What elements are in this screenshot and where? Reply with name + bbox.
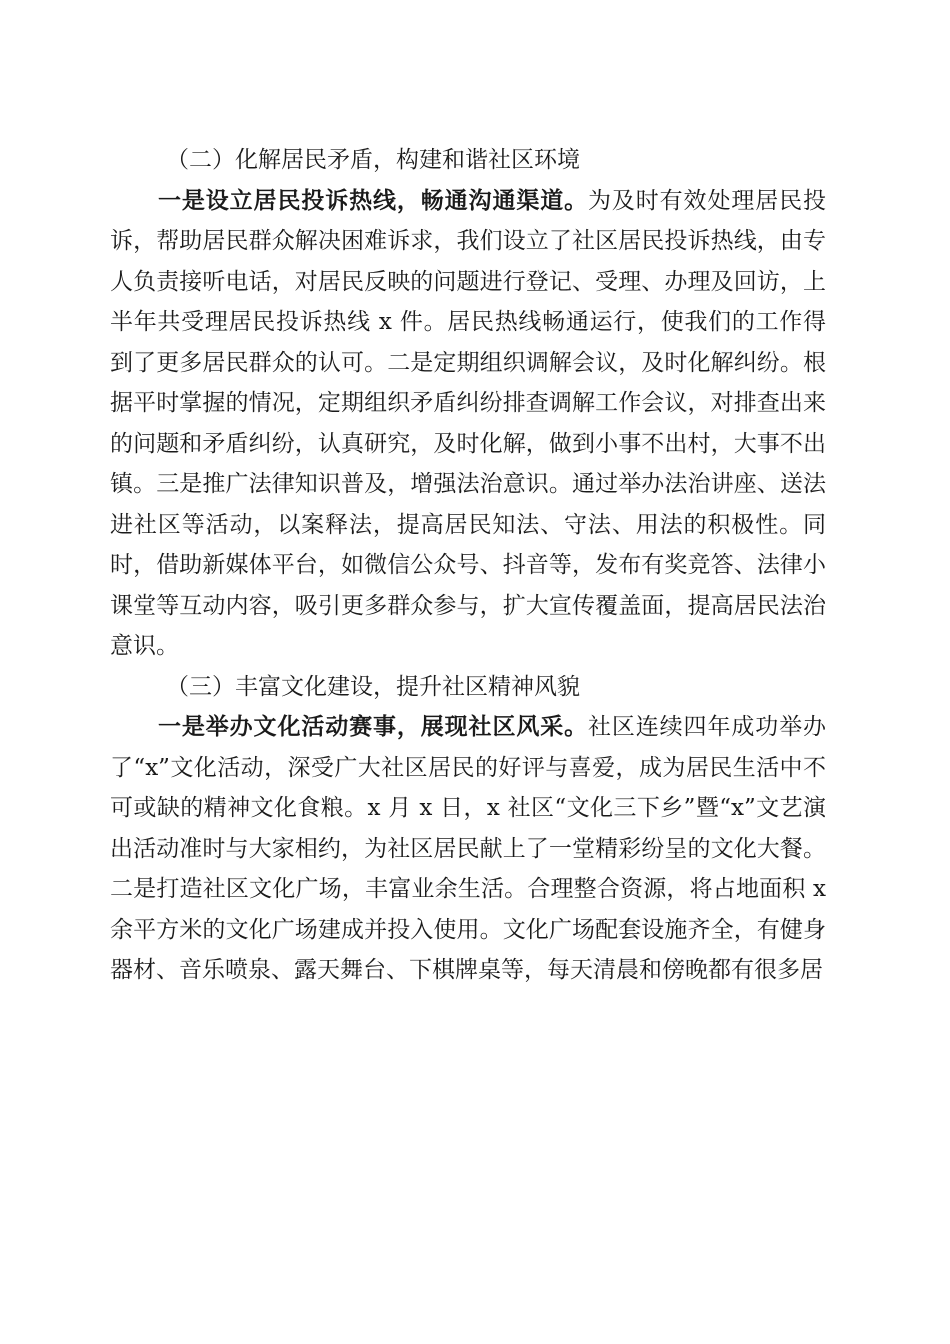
paragraph-body-3: 社区连续四年成功举办了“x”文化活动，深受广大社区居民的好评与喜爱，成为居民生活中不可或缺的精神文化食粮。x 月 x 日，x 社区“文化三下乡”暨“x”文艺演出活动准时与大家相约，为社区居民献上了一堂精彩纷呈的文化大餐。二是打造社区文化广场，丰富业余生活。合理整合资源，将占地面积 x 余平方米的文化广场建成并投入使用。文化广场配套设施齐全，有健身器材、音乐喷泉、露天舞台、下棋牌桌等，每天清晨和傍晚都有很多居 xyxy=(110,714,827,983)
section-paragraph-3 xyxy=(110,707,826,991)
paragraph-lead-3: 一是举办文化活动赛事，展现社区风采。 xyxy=(158,713,588,740)
section-heading-3: （三）丰富文化建设，提升社区精神风貌 xyxy=(166,673,580,700)
section-heading-2: （二）化解居民矛盾，构建和谐社区环境 xyxy=(166,147,580,173)
document-body xyxy=(110,140,826,991)
section-paragraph-2 xyxy=(110,181,826,667)
paragraph-lead-2: 一是设立居民投诉热线，畅通沟通渠道。 xyxy=(158,186,588,214)
paragraph-body-2: 为及时有效处理居民投诉，帮助居民群众解决困难诉求，我们设立了社区居民投诉热线，由专人负责接听电话，对居民反映的问题进行登记、受理、办理及回访，上半年共受理居民投诉热线 x 件。居民热线畅通运行，使我们的工作得到了更多居民群众的认可。二是定期组织调解会议，及时化解纠纷。根据平时掌握的情况，定期组织矛盾纠纷排查调解工作会议，对排查出来的问题和矛盾纠纷，认真研究，及时化解，做到小事不出村，大事不出镇。三是推广法律知识普及，增强法治意识。通过举办法治讲座、送法进社区等活动，以案释法，提高居民知法、守法、用法的积极性。同时，借助新媒体平台，如微信公众号、抖音等，发布有奖竞答、法律小课堂等互动内容，吸引更多群众参与，扩大宣传覆盖面，提高居民法治意识。 xyxy=(110,187,827,659)
